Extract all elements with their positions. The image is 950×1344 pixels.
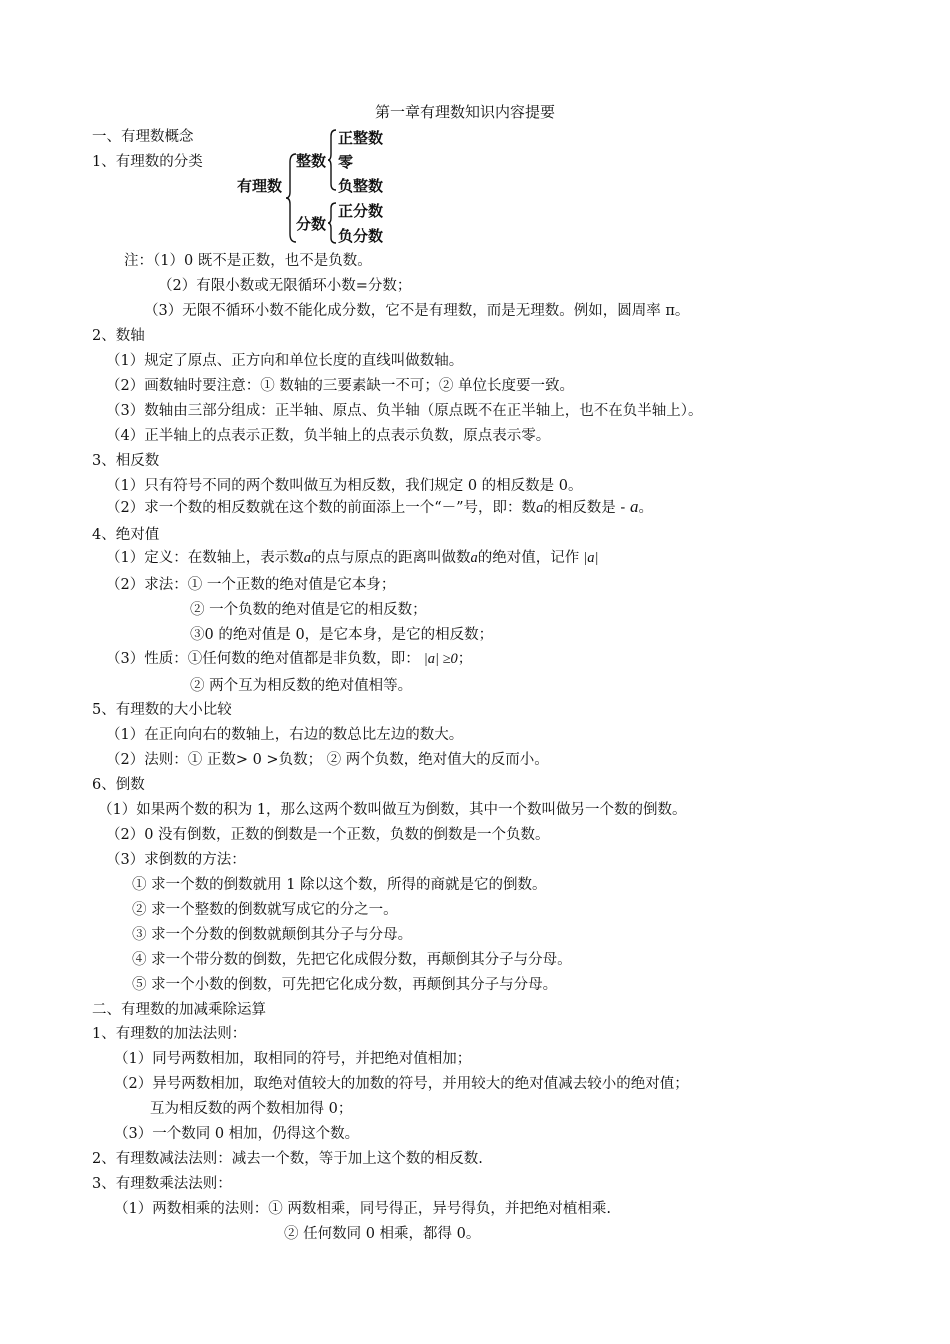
subsection-heading: 1、有理数的分类 [92,154,203,170]
text-run: ； [457,651,473,667]
list-item: ③ 求一个分数的倒数就颠倒其分子与分母。 [132,927,413,943]
subsection-heading: 2、数轴 [92,328,145,344]
note-1: 注：（1）0 既不是正数，也不是负数。 [124,253,372,269]
paragraph [106,549,598,567]
note-3: （3）无限不循环小数不能化成分数，它不是有理数，而是无理数。例如，圆周率 π。 [144,303,690,319]
paragraph: （2）0 没有倒数，正数的倒数是一个正数，负数的倒数是一个负数。 [106,827,550,843]
subsection-heading: 3、相反数 [92,453,160,469]
paragraph: （1）两数相乘的法则：① 两数相乘，同号得正，异号得负，并把绝对植相乘. [114,1201,611,1217]
paragraph: （1）同号两数相加，取相同的符号，并把绝对值相加； [114,1051,472,1067]
subsection-heading: 6、倒数 [92,777,145,793]
tree-negative-fraction: 负分数 [338,227,384,245]
subsection-heading: 2、有理数减法法则：减去一个数，等于加上这个数的相反数. [92,1151,483,1167]
page-title: 第一章有理数知识内容提要 [375,103,556,121]
text-run: 的绝对值，记作 [477,550,580,566]
paragraph: （2）法则：① 正数> 0 >负数； ② 两个负数，绝对值大的反而小。 [106,752,549,768]
list-item: ④ 求一个带分数的倒数，先把它化成假分数，再颠倒其分子与分母。 [132,952,572,968]
variable-a: a [470,550,478,566]
paragraph: ② 任何数同 0 相乘，都得 0。 [284,1226,481,1242]
paragraph [106,650,472,668]
tree-negative-integer: 负整数 [338,177,384,195]
subsection-heading: 1、有理数的加法法则： [92,1026,247,1042]
paragraph: （2）异号两数相加，取绝对值较大的加数的符号，并用较大的绝对值减去较小的绝对值； [114,1076,689,1092]
subsection-heading: 4、绝对值 [92,527,160,543]
subsection-heading: 5、有理数的大小比较 [92,702,232,718]
brace-integer [327,128,337,192]
tree-positive-fraction: 正分数 [338,202,384,220]
paragraph: 互为相反数的两个数相加得 0； [150,1101,353,1117]
tree-fraction: 分数 [296,215,327,233]
text-run: （2）求一个数的相反数就在这个数的前面添上一个“－”号，即：数 [106,500,537,516]
text-run: 的点与原点的距离叫做数 [310,550,471,566]
paragraph: （4）正半轴上的点表示正数，负半轴上的点表示负数，原点表示零。 [106,428,551,444]
paragraph: （2）求法：① 一个正数的绝对值是它本身； [106,577,396,593]
abs-notation: |a| [583,550,599,566]
subsection-heading: 3、有理数乘法法则： [92,1176,232,1192]
list-item: ① 求一个数的倒数就用 1 除以这个数，所得的商就是它的倒数。 [132,877,547,893]
tree-positive-integer: 正整数 [338,129,384,147]
paragraph: ② 两个互为相反数的绝对值相等。 [190,678,413,694]
abs-inequality: |a| ≥0 [423,651,458,667]
paragraph: （1）规定了原点、正方向和单位长度的直线叫做数轴。 [106,353,464,369]
paragraph: ③0 的绝对值是 0，是它本身，是它的相反数； [190,627,494,643]
list-item: ② 求一个整数的倒数就写成它的分之一。 [132,902,398,918]
text-run: （1）定义：在数轴上，表示数 [106,550,304,566]
paragraph [106,498,653,517]
paragraph: （2）画数轴时要注意：① 数轴的三要素缺一不可；② 单位长度要一致。 [106,378,574,394]
paragraph: ② 一个负数的绝对值是它的相反数； [190,602,427,618]
brace-fraction [327,201,337,245]
paragraph: （3）数轴由三部分组成：正半轴、原点、负半轴（原点既不在正半轴上，也不在负半轴上）。 [106,403,703,419]
variable-a: a [303,550,311,566]
paragraph: （3）一个数同 0 相加，仍得这个数。 [114,1126,360,1142]
section-heading: 二、有理数的加减乘除运算 [92,1002,266,1018]
list-item: ⑤ 求一个小数的倒数，可先把它化成分数，再颠倒其分子与分母。 [132,977,558,993]
variable-a: a [536,500,544,516]
note-2: （2）有限小数或无限循环小数=分数； [158,278,412,294]
paragraph: （1）如果两个数的积为 1，那么这两个数叫做互为倒数，其中一个数叫做另一个数的倒数。 [98,802,687,818]
paragraph: （1）在正向向右的数轴上，右边的数总比左边的数大。 [106,727,464,743]
tree-zero: 零 [338,153,354,171]
paragraph: （1）只有符号不同的两个数叫做互为相反数，我们规定 0 的相反数是 0。 [106,478,583,494]
tree-integer: 整数 [296,152,327,170]
section-heading: 一、有理数概念 [92,129,194,145]
text-run: （3）性质：①任何数的绝对值都是非负数，即： [106,651,420,667]
text-run: 的相反数是 - [543,500,630,516]
tree-root: 有理数 [237,177,283,195]
variable-a: a [629,497,639,516]
text-run: 。 [638,500,653,516]
paragraph: （3）求倒数的方法： [106,852,246,868]
